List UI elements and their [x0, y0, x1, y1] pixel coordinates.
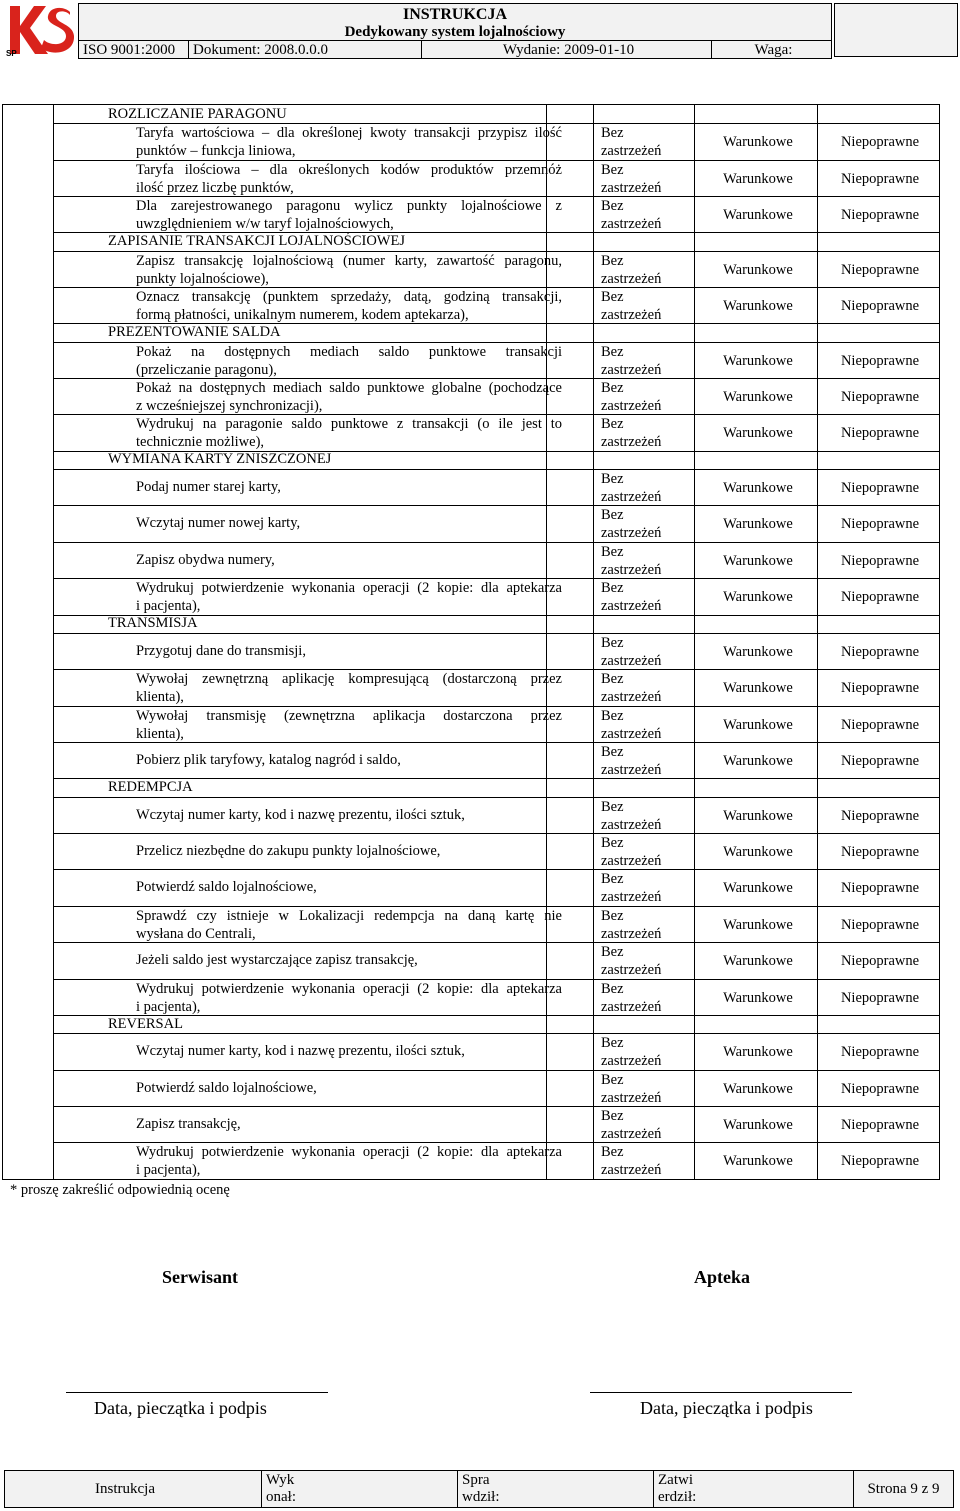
rating-incorrect: Niepoprawne [840, 989, 920, 1006]
task-description: Podaj numer starej karty, [136, 479, 281, 495]
rating-conditional: Warunkowe [723, 753, 793, 769]
weight-label: Waga: [754, 42, 793, 58]
task-line-2: formą płatności, unikalnym numerem, kodem aptekarza), [136, 307, 469, 323]
rating-no-reservations [601, 252, 661, 288]
technician-title: Serwisant [162, 1267, 238, 1287]
rating-no-reservations [601, 980, 661, 1016]
rating-no-reservations-line-1: Bez [601, 744, 624, 760]
rating-conditional: Warunkowe [723, 1153, 793, 1170]
task-line-2: punktów – funkcja liniowa, [136, 143, 296, 160]
task-description [136, 415, 562, 451]
task-line-2: (przeliczanie paragonu), [136, 361, 277, 378]
rating-incorrect: Niepoprawne [840, 589, 920, 606]
task-line-2: i pacjenta), [136, 1162, 201, 1179]
rating-no-reservations [601, 415, 661, 451]
rating-conditional: Warunkowe [723, 1080, 793, 1097]
rating-conditional: Warunkowe [723, 844, 793, 860]
rating-incorrect: Niepoprawne [840, 1153, 920, 1170]
rating-no-reservations-line-1: Bez [601, 980, 624, 997]
task-line-2: wysłana do Centrali, [136, 925, 256, 942]
task-description: Przelicz niezbędne do zakupu punkty lojalnościowe, [136, 843, 441, 859]
rating-no-reservations [601, 288, 661, 324]
header-right-box [834, 3, 958, 57]
rating-conditional: Warunkowe [723, 716, 793, 733]
rating-no-reservations-line-2: zastrzeżeń [601, 561, 662, 578]
rating-conditional: Warunkowe [723, 807, 793, 824]
task-description [136, 288, 562, 324]
task-description: Przygotuj dane do transmisji, [136, 642, 306, 659]
task-description [136, 1143, 562, 1179]
rating-incorrect: Niepoprawne [840, 261, 920, 278]
rating-incorrect: Niepoprawne [840, 1044, 920, 1061]
column-divider [593, 105, 594, 1179]
task-line-1: Wywołaj transmisję (zewnętrzna aplikacja dostarczona przez [136, 707, 562, 724]
rating-no-reservations-line-2: zastrzeżeń [601, 525, 662, 542]
rating-no-reservations-line-2: zastrzeżeń [601, 361, 662, 378]
task-description [136, 980, 562, 1016]
task-description: Zapisz obydwa numery, [136, 551, 275, 568]
row-separator [53, 633, 939, 634]
rating-incorrect: Niepoprawne [840, 643, 920, 660]
rating-conditional: Warunkowe [723, 953, 793, 970]
rating-no-reservations [601, 1034, 661, 1070]
row-separator [53, 542, 939, 543]
rating-no-reservations-line-2: zastrzeżeń [601, 853, 662, 869]
rating-no-reservations-line-2: zastrzeżeń [601, 143, 662, 160]
rating-no-reservations [601, 506, 661, 542]
column-divider [694, 105, 695, 1179]
rating-incorrect: Niepoprawne [840, 298, 920, 314]
rating-no-reservations-line-1: Bez [601, 907, 624, 924]
rating-no-reservations-line-1: Bez [601, 380, 624, 396]
rating-no-reservations [601, 161, 661, 197]
section-title: ZAPISANIE TRANSAKCJI LOJALNOŚCIOWEJ [108, 232, 405, 249]
rating-no-reservations-line-2: zastrzeżeń [601, 1162, 662, 1179]
task-description: Wczytaj numer karty, kod i nazwę prezentu, ilości sztuk, [136, 806, 465, 823]
rating-no-reservations [601, 907, 661, 943]
rating-no-reservations-line-2: zastrzeżeń [601, 179, 662, 196]
rating-incorrect: Niepoprawne [840, 352, 920, 369]
rating-incorrect: Niepoprawne [840, 480, 920, 496]
rating-incorrect: Niepoprawne [840, 680, 920, 697]
ks-logo [4, 2, 74, 58]
rating-no-reservations-line-1: Bez [601, 871, 624, 888]
rating-no-reservations-line-1: Bez [601, 125, 624, 142]
rating-no-reservations [601, 379, 661, 415]
task-description: Wczytaj numer nowej karty, [136, 515, 301, 532]
document-subtitle: Dedykowany system lojalnościowy [344, 24, 566, 40]
rating-conditional: Warunkowe [723, 643, 793, 660]
rating-no-reservations [601, 1071, 661, 1107]
task-description [136, 907, 562, 943]
rating-conditional: Warunkowe [723, 480, 793, 496]
task-line-2: klienta), [136, 689, 184, 706]
rating-conditional: Warunkowe [723, 1117, 793, 1133]
task-description [136, 579, 562, 615]
rating-no-reservations-line-1: Bez [601, 543, 624, 560]
rating-no-reservations-line-2: zastrzeżeń [601, 689, 662, 706]
rating-conditional: Warunkowe [723, 170, 793, 187]
section-title: ROZLICZANIE PARAGONU [108, 105, 287, 122]
rating-no-reservations-line-1: Bez [601, 835, 624, 851]
task-line-1: Wydrukuj na paragonie saldo punktowe z transakcji (o ile jest to [136, 416, 562, 433]
rating-incorrect: Niepoprawne [840, 389, 920, 405]
rating-conditional: Warunkowe [723, 425, 793, 442]
rating-incorrect: Niepoprawne [840, 716, 920, 733]
rating-no-reservations-line-2: zastrzeżeń [601, 889, 662, 906]
task-description: Zapisz transakcję, [136, 1116, 241, 1132]
rating-incorrect: Niepoprawne [840, 753, 920, 769]
task-line-2: punkty lojalnościowe), [136, 270, 269, 287]
task-description: Potwierdź saldo lojalnościowe, [136, 879, 317, 896]
rating-no-reservations-line-2: zastrzeżeń [601, 652, 662, 669]
task-description [136, 161, 562, 197]
footer-checked-by: Spra wdził: [458, 1471, 654, 1507]
rating-no-reservations-line-2: zastrzeżeń [601, 216, 662, 232]
rating-no-reservations-line-1: Bez [601, 416, 624, 433]
rating-no-reservations-line-2: zastrzeżeń [601, 1053, 662, 1070]
rating-incorrect: Niepoprawne [840, 807, 920, 824]
task-line-2: uwzględnieniem w/w taryf lojalnościowych, [136, 216, 394, 232]
row-separator [53, 469, 939, 470]
footnote: * proszę zakreślić odpowiednią ocenę [10, 1182, 230, 1198]
header-box [78, 3, 832, 59]
section-separator [53, 1179, 939, 1180]
rating-no-reservations [601, 543, 661, 579]
task-line-1: Oznacz transakcję (punktem sprzedaży, datą, godziną transakcji, [136, 289, 562, 305]
task-line-1: Taryfa wartościowa – dla określonej kwoty transakcji przypisz ilość [136, 125, 562, 142]
rating-conditional: Warunkowe [723, 261, 793, 278]
task-line-1: Taryfa ilościowa – dla określonych kodów produktów przemnóż [136, 161, 562, 178]
rating-no-reservations [601, 197, 661, 233]
rating-no-reservations [601, 124, 661, 160]
rating-no-reservations-line-2: zastrzeżeń [601, 998, 662, 1015]
rating-incorrect: Niepoprawne [840, 1080, 920, 1097]
rating-no-reservations-line-1: Bez [601, 343, 624, 360]
rating-no-reservations [601, 798, 661, 834]
rating-no-reservations-line-1: Bez [601, 634, 624, 651]
rating-no-reservations-line-2: zastrzeżeń [601, 307, 662, 323]
row-separator [53, 742, 939, 743]
task-line-1: Wywołaj zewnętrzną aplikację kompresującą (dostarczoną przez [136, 671, 562, 688]
checklist-table [2, 104, 940, 1180]
rating-no-reservations-line-1: Bez [601, 944, 624, 961]
rating-no-reservations-line-2: zastrzeżeń [601, 270, 662, 287]
document-header [0, 0, 960, 60]
rating-no-reservations-line-1: Bez [601, 289, 624, 305]
rating-no-reservations-line-1: Bez [601, 1071, 624, 1088]
rating-conditional: Warunkowe [723, 989, 793, 1006]
rating-no-reservations-line-1: Bez [601, 507, 624, 524]
rating-no-reservations [601, 579, 661, 615]
rating-conditional: Warunkowe [723, 589, 793, 606]
task-line-1: Pokaż na dostępnych mediach saldo punktowe globalne (pochodzące [136, 380, 562, 396]
row-separator [53, 505, 939, 506]
rating-conditional: Warunkowe [723, 880, 793, 897]
svg-text:SP: SP [6, 49, 17, 58]
task-line-2: klienta), [136, 725, 184, 742]
rating-no-reservations-line-1: Bez [601, 1108, 624, 1124]
task-line-1: Wydrukuj potwierdzenie wykonania operacji (2 kopie: dla aptekarza [136, 1144, 562, 1161]
rating-no-reservations-line-2: zastrzeżeń [601, 762, 662, 778]
rating-conditional: Warunkowe [723, 352, 793, 369]
rating-no-reservations [601, 634, 661, 670]
task-description [136, 343, 562, 379]
section-title: REVERSAL [108, 1015, 183, 1032]
section-title: PREZENTOWANIE SALDA [108, 323, 281, 340]
rating-conditional: Warunkowe [723, 298, 793, 314]
iso-label: ISO 9001:2000 [79, 41, 189, 59]
rating-no-reservations [601, 707, 661, 743]
pharmacy-signature-label: Data, pieczątka i podpis [640, 1398, 813, 1418]
task-line-2: i pacjenta), [136, 998, 201, 1015]
rating-incorrect: Niepoprawne [840, 134, 920, 151]
rating-no-reservations-line-2: zastrzeżeń [601, 398, 662, 414]
task-line-2: i pacjenta), [136, 598, 201, 615]
pharmacy-title: Apteka [694, 1267, 751, 1287]
rating-no-reservations-line-1: Bez [601, 471, 624, 487]
rating-incorrect: Niepoprawne [840, 516, 920, 533]
rating-no-reservations-line-2: zastrzeżeń [601, 925, 662, 942]
footer-approved-by: Zatwi erdził: [654, 1471, 854, 1507]
task-line-2: z wcześniejszej synchronizacji), [136, 398, 323, 414]
rating-no-reservations-line-1: Bez [601, 252, 624, 269]
pharmacy-signature-line [590, 1392, 852, 1393]
rating-conditional: Warunkowe [723, 389, 793, 405]
rating-no-reservations [601, 834, 661, 870]
rating-no-reservations-line-1: Bez [601, 707, 624, 724]
section-title: WYMIANA KARTY ZNISZCZONEJ [108, 451, 332, 468]
section-title: TRANSMISJA [108, 615, 198, 632]
task-description [136, 379, 562, 415]
rating-no-reservations [601, 1107, 661, 1143]
task-line-2: technicznie możliwe), [136, 434, 265, 451]
left-margin-column [53, 105, 54, 1179]
rating-no-reservations-line-1: Bez [601, 1144, 624, 1161]
rating-incorrect: Niepoprawne [840, 552, 920, 569]
row-separator [53, 942, 939, 943]
rating-conditional: Warunkowe [723, 516, 793, 533]
task-line-1: Dla zarejestrowanego paragonu wylicz punkty lojalnościowe z [136, 198, 562, 214]
document-footer [4, 1470, 954, 1508]
rating-no-reservations-line-1: Bez [601, 798, 624, 815]
rating-no-reservations-line-2: zastrzeżeń [601, 816, 662, 833]
rating-no-reservations-line-1: Bez [601, 198, 624, 214]
rating-incorrect: Niepoprawne [840, 170, 920, 187]
task-description: Potwierdź saldo lojalnościowe, [136, 1079, 317, 1096]
row-separator [53, 833, 939, 834]
rating-conditional: Warunkowe [723, 552, 793, 569]
task-description: Wczytaj numer karty, kod i nazwę prezentu, ilości sztuk, [136, 1043, 465, 1060]
rating-incorrect: Niepoprawne [840, 207, 920, 223]
rating-no-reservations [601, 870, 661, 906]
rating-incorrect: Niepoprawne [840, 880, 920, 897]
technician-signature-line [66, 1392, 328, 1393]
rating-no-reservations [601, 1143, 661, 1179]
rating-no-reservations [601, 670, 661, 706]
rating-no-reservations-line-2: zastrzeżeń [601, 1089, 662, 1106]
rating-no-reservations-line-1: Bez [601, 1035, 624, 1052]
rating-no-reservations-line-1: Bez [601, 161, 624, 178]
rating-incorrect: Niepoprawne [840, 425, 920, 442]
task-description [136, 707, 562, 743]
task-description [136, 124, 562, 160]
document-title: INSTRUKCJA [402, 6, 507, 23]
row-separator [53, 1033, 939, 1034]
edition-date: Wydanie: 2009-01-10 [422, 41, 712, 59]
rating-no-reservations [601, 743, 661, 779]
rating-conditional: Warunkowe [723, 680, 793, 697]
task-description [136, 670, 562, 706]
rating-no-reservations [601, 943, 661, 979]
rating-conditional: Warunkowe [723, 916, 793, 933]
rating-conditional: Warunkowe [723, 207, 793, 223]
task-description: Jeżeli saldo jest wystarczające zapisz transakcję, [136, 952, 418, 969]
row-separator [53, 797, 939, 798]
rating-conditional: Warunkowe [723, 1044, 793, 1061]
rating-incorrect: Niepoprawne [840, 1117, 920, 1133]
task-line-1: Pokaż na dostępnych mediach saldo punktowe transakcji [136, 343, 562, 360]
task-line-2: ilość przez liczbę punktów, [136, 179, 294, 196]
row-separator [53, 1106, 939, 1107]
footer-made-by: Wyk onał: [262, 1471, 458, 1507]
task-description [136, 197, 562, 233]
document-number: Dokument: 2008.0.0.0 [189, 41, 422, 59]
rating-incorrect: Niepoprawne [840, 844, 920, 860]
header-meta-row [79, 40, 831, 59]
rating-no-reservations-line-2: zastrzeżeń [601, 962, 662, 979]
rating-no-reservations [601, 470, 661, 506]
section-separator [53, 1015, 939, 1016]
rating-no-reservations-line-1: Bez [601, 580, 624, 597]
rating-no-reservations-line-2: zastrzeżeń [601, 725, 662, 742]
task-line-1: Wydrukuj potwierdzenie wykonania operacji (2 kopie: dla aptekarza [136, 980, 562, 997]
task-description: Pobierz plik taryfowy, katalog nagród i saldo, [136, 752, 401, 768]
task-line-1: Zapisz transakcję lojalnościową (numer karty, zawartość paragonu, [136, 252, 562, 269]
task-line-1: Sprawdź czy istnieje w Lokalizacji redempcja na daną kartę nie [136, 907, 562, 924]
rating-no-reservations-line-2: zastrzeżeń [601, 489, 662, 505]
section-title: REDEMPCJA [108, 778, 193, 795]
rating-no-reservations-line-2: zastrzeżeń [601, 598, 662, 615]
rating-no-reservations-line-1: Bez [601, 671, 624, 688]
rating-no-reservations-line-2: zastrzeżeń [601, 1126, 662, 1142]
task-line-1: Wydrukuj potwierdzenie wykonania operacji (2 kopie: dla aptekarza [136, 580, 562, 597]
technician-signature-label: Data, pieczątka i podpis [94, 1398, 267, 1418]
row-separator [53, 1070, 939, 1071]
footer-page-number: Strona 9 z 9 [867, 1480, 940, 1497]
rating-no-reservations [601, 343, 661, 379]
rating-incorrect: Niepoprawne [840, 916, 920, 933]
footer-doc-name: Instrukcja [5, 1471, 262, 1507]
row-separator [53, 869, 939, 870]
rating-conditional: Warunkowe [723, 134, 793, 151]
task-description [136, 252, 562, 288]
rating-incorrect: Niepoprawne [840, 953, 920, 970]
rating-no-reservations-line-2: zastrzeżeń [601, 434, 662, 451]
